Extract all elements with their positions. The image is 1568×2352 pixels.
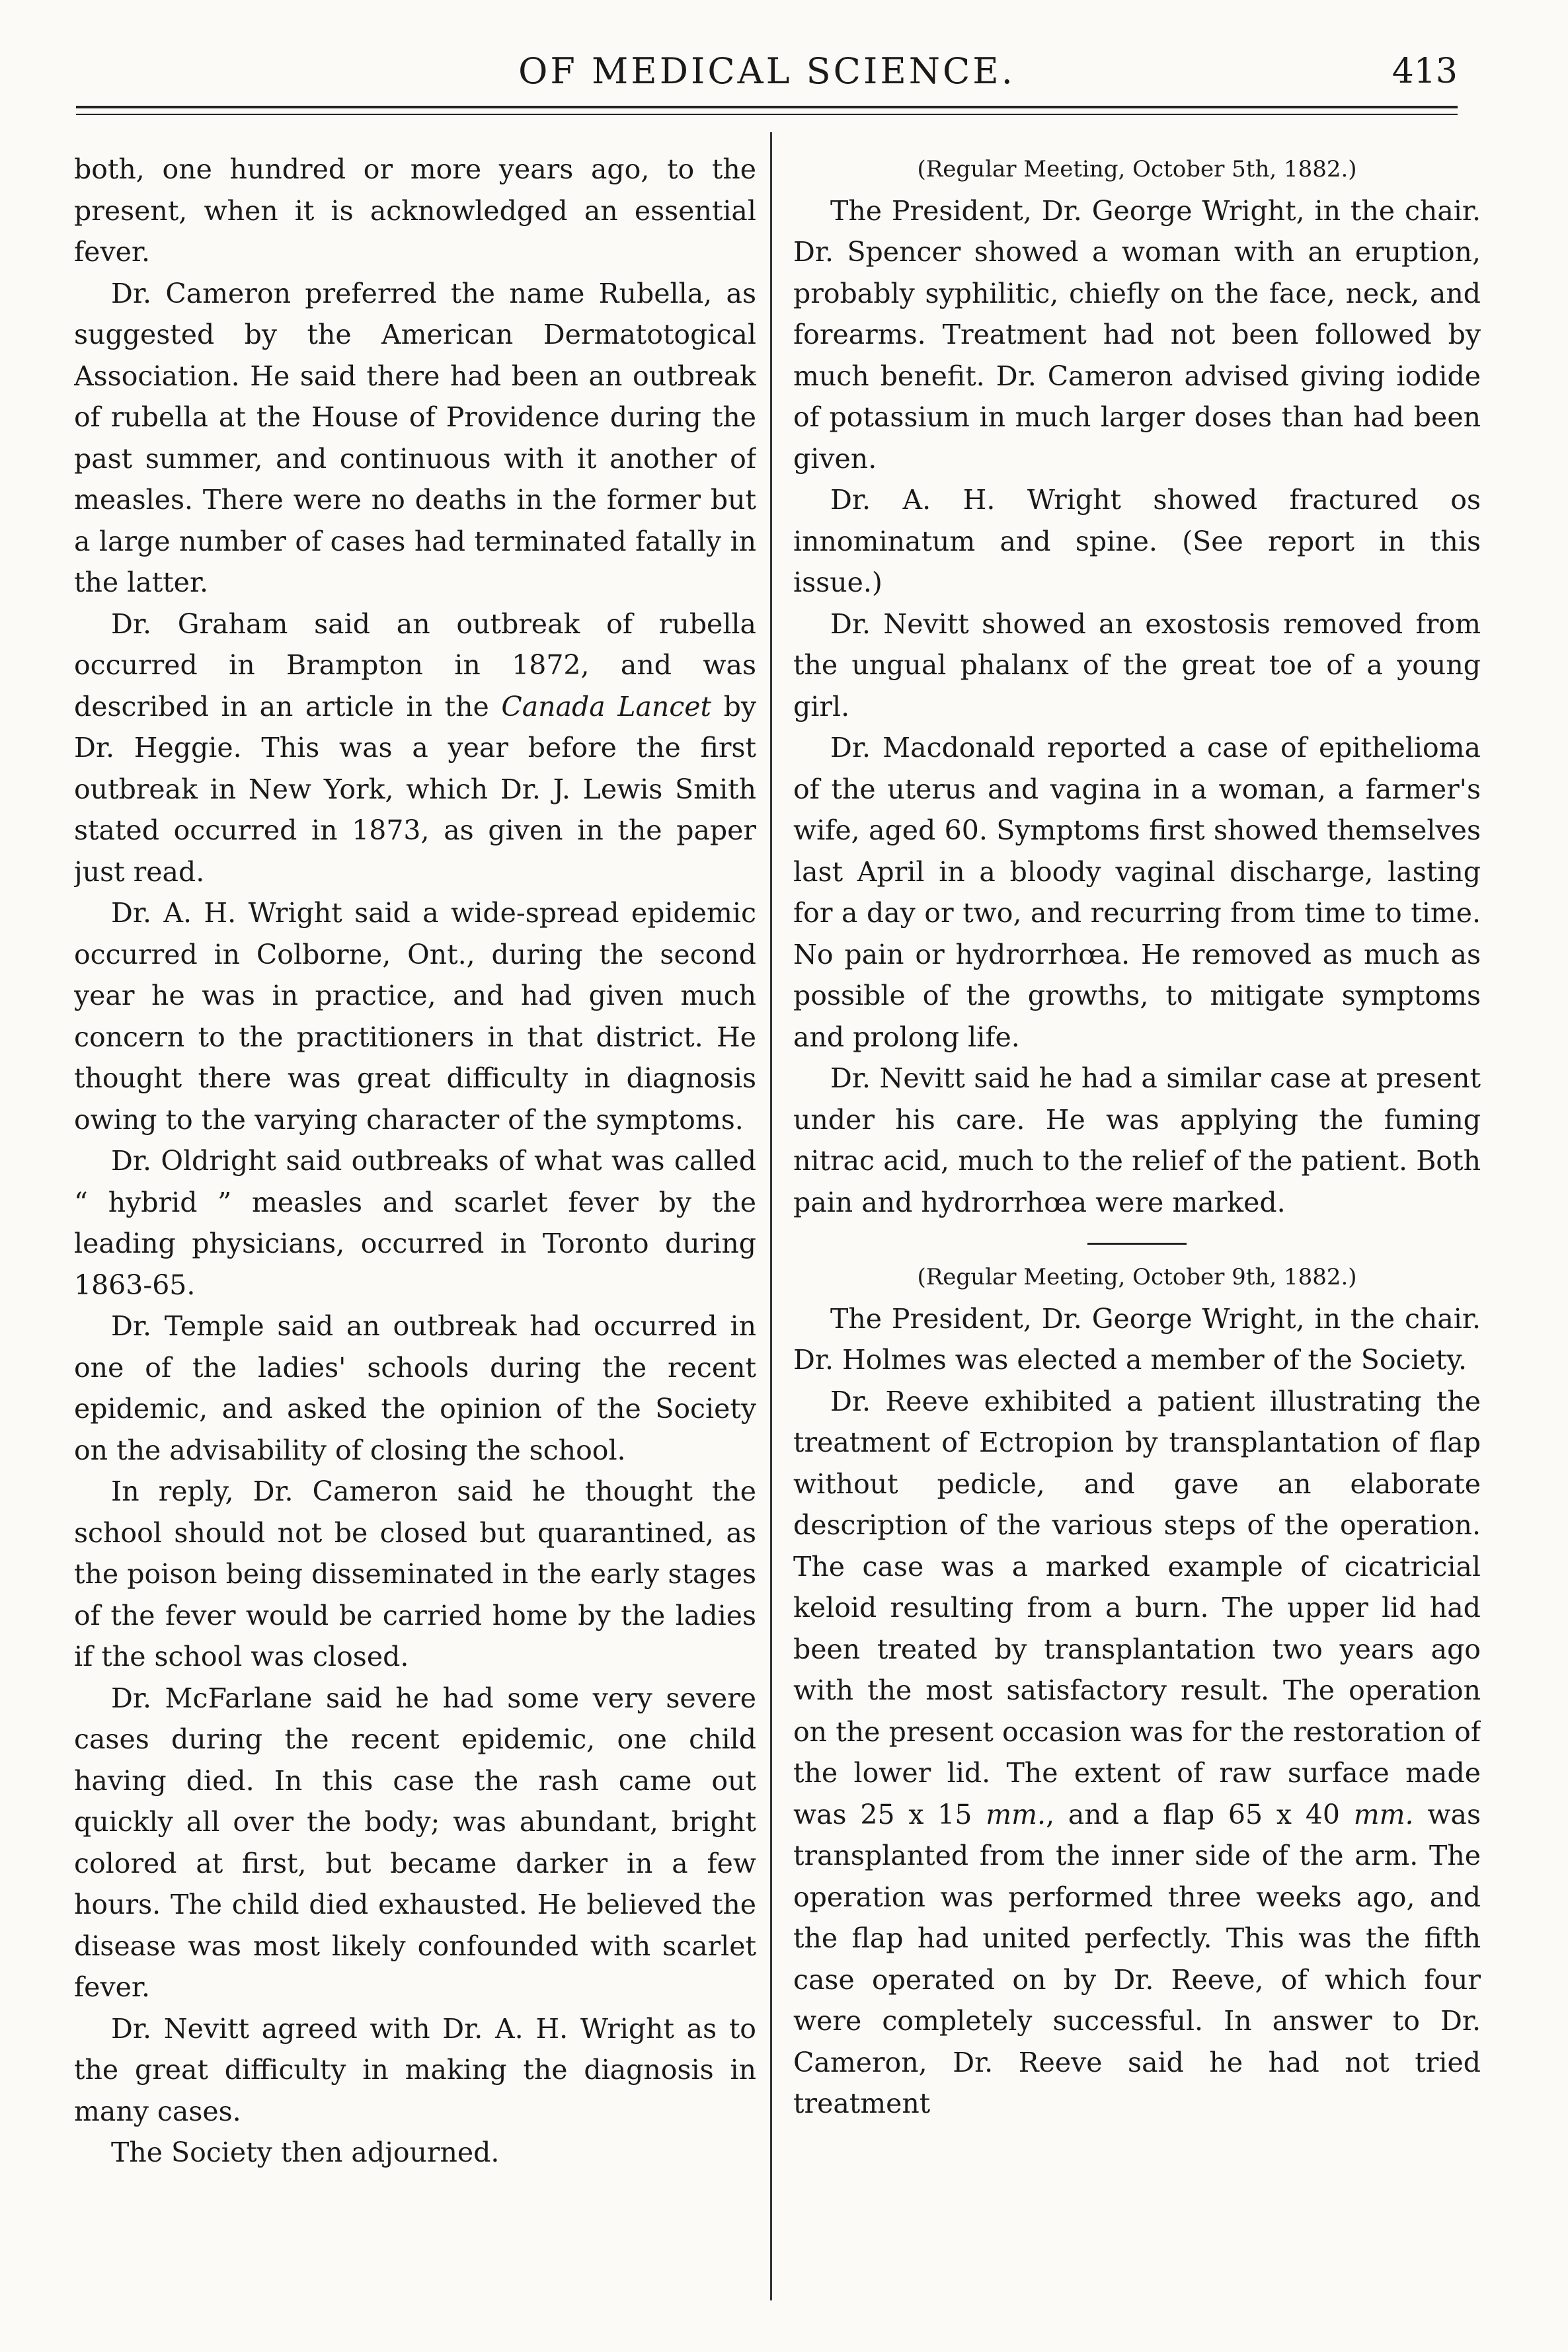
page-header (76, 45, 1458, 98)
paragraph: both, one hundred or more years ago, to the present, when it is acknowledged an essential fever. (74, 153, 756, 268)
paragraph: Dr. A. H. Wright showed fractured os innominatum and spine. (See report in this issue.) (793, 484, 1481, 598)
paragraph: The President, Dr. George Wright, in the chair. Dr. Holmes was elected a member of the Society. (793, 1302, 1481, 1376)
paragraph: Dr. Cameron preferred the name Rubella, as suggested by the American Dermatotogical Association. He said there had been an outbreak of rubella at the House of Providence during the past summer, and continuous with it another of measles. There were no deaths in the former but a large number of cases had terminated fatally in the latter. (74, 277, 756, 598)
paragraph (74, 604, 756, 893)
column-divider (770, 132, 772, 2300)
paragraph: Dr. A. H. Wright said a wide-spread epidemic occurred in Colborne, Ont., during the second year he was in practice, and had given much concern to the practitioners in that district. He thought there was great difficulty in diagnosis owing to the varying character of the symptoms. (74, 897, 756, 1136)
italic-unit: mm. (986, 1798, 1046, 1830)
italic-journal-title: Canada Lancet (501, 690, 712, 723)
text-run: Dr. Graham said an outbreak of rubella occurred in Brampton in 1872, and was described in an article in the (74, 608, 756, 723)
running-title: OF MEDICAL SCIENCE. (518, 50, 1015, 92)
paragraph (793, 1381, 1481, 2125)
italic-unit: mm. (1353, 1798, 1414, 1830)
paragraph: Dr. Macdonald reported a case of epithelioma of the uterus and vagina in a woman, a farmer's wife, aged 60. Symptoms first showed themselves last April in a bloody vaginal discharge, lasting for a day or two, and recurring from time to time. No pain or hydrorrhœa. He removed as much as possible of the growths, to mitigate symptoms and prolong life. (793, 732, 1481, 1053)
paragraph: The Society then adjourned. (111, 2136, 500, 2168)
paragraph: The President, Dr. George Wright, in the chair. Dr. Spencer showed a woman with an eruption, probably syphilitic, chiefly on the face, neck, and forearms. Treatment had not been followed by much benefit. Dr. Cameron advised giving iodide of potassium in much larger doses than had been given. (793, 194, 1481, 475)
paragraph: In reply, Dr. Cameron said he thought the school should not be closed but quarantined, as the poison being disseminated in the early stages of the fever would be carried home by the ladies if the school was closed. (74, 1475, 756, 1672)
section-separator (1087, 1243, 1187, 1245)
text-run: by Dr. Heggie. This was a year before the first outbreak in New York, which Dr. J. Lewis Smith stated occurred in 1873, as given in the paper just read. (74, 690, 756, 888)
text-run: , and a flap 65 x 40 (1046, 1798, 1354, 1830)
meeting-heading: (Regular Meeting, October 9th, 1882.) (917, 1264, 1357, 1290)
page-number: 413 (1392, 52, 1458, 91)
right-column (793, 149, 1481, 2330)
text-run: was transplanted from the inner side of the arm. The operation was performed three weeks ago, and the flap had united perfectly. This was the fifth case operated on by Dr. Reeve, of which four were completely successful. In answer to Dr. Cameron, Dr. Reeve said he had not tried treatment (793, 1798, 1481, 2119)
header-rule-thin (76, 114, 1458, 115)
paragraph: Dr. Nevitt showed an exostosis removed from the ungual phalanx of the great toe of a young girl. (793, 608, 1481, 723)
paragraph: Dr. Temple said an outbreak had occurred in one of the ladies' schools during the recent epidemic, and asked the opinion of the Society on the advisability of closing the school. (74, 1310, 756, 1466)
paragraph: Dr. Nevitt said he had a similar case at present under his care. He was applying the fuming nitrac acid, much to the relief of the patient. Both pain and hydrorrhœa were marked. (793, 1062, 1481, 1218)
meeting-heading: (Regular Meeting, October 5th, 1882.) (917, 156, 1357, 182)
paragraph: Dr. Oldright said outbreaks of what was called “ hybrid ” measles and scarlet fever by the leading physicians, occurred in Toronto during 1863-65. (74, 1145, 756, 1301)
paragraph: Dr. Nevitt agreed with Dr. A. H. Wright as to the great difficulty in making the diagnosis in many cases. (74, 2012, 756, 2127)
text-run: Dr. Reeve exhibited a patient illustrating the treatment of Ectropion by transplantation of flap without pedicle, and gave an elaborate description of the various steps of the operation. The case was a marked example of cicatricial keloid resulting from a burn. The upper lid had been treated by transplantation two years ago with the most satisfactory result. The operation on the present occasion was for the restoration of the lower lid. The extent of raw surface made was 25 x 15 (793, 1385, 1481, 1830)
header-rule-thick (76, 106, 1458, 108)
left-column (74, 149, 756, 2330)
paragraph: Dr. McFarlane said he had some very severe cases during the recent epidemic, one child having died. In this case the rash came out quickly all over the body; was abundant, bright colored at first, but became darker in a few hours. The child died exhausted. He believed the disease was most likely confounded with scarlet fever. (74, 1682, 756, 2003)
